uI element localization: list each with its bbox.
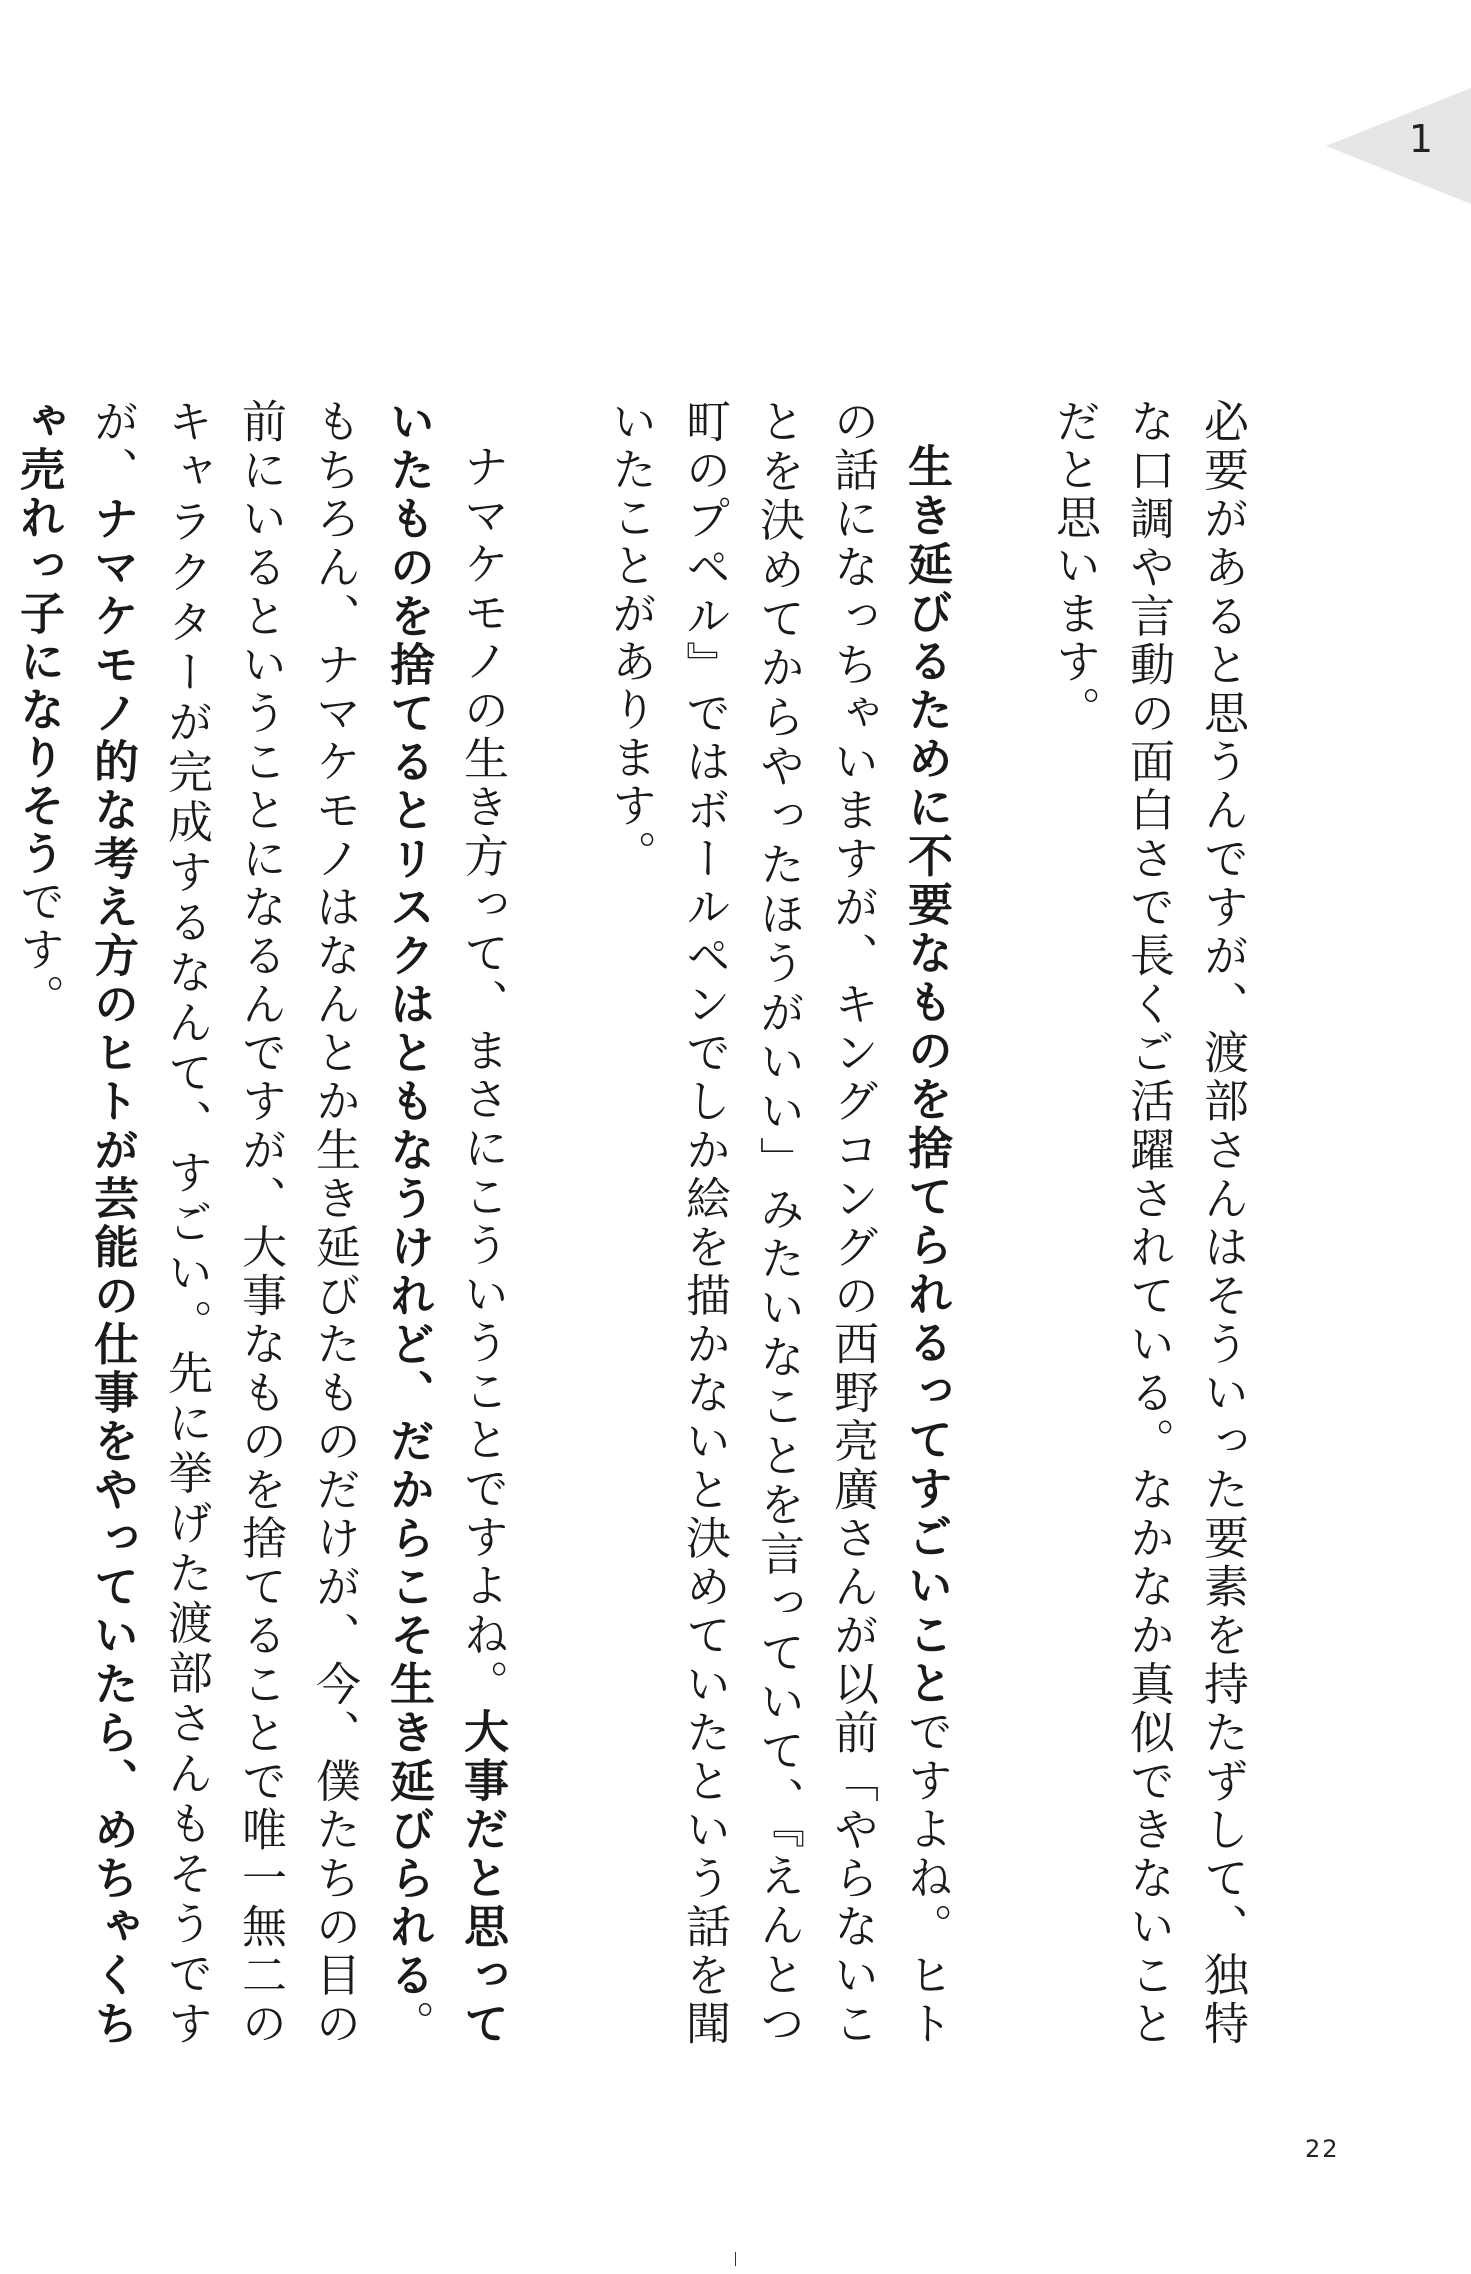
paragraph-gap <box>519 398 593 2048</box>
text-segment: ですよね。ヒトの話になっちゃいますが、キングコングの西野亮廣さんが以前「やらないことを決めてからやったほうがいい」みたいなことを言っていて、『えんとつ町のプペル』ではボールペンでしか絵を描かないと決めていたという話を聞いたことがあります。 <box>604 398 953 2049</box>
text-segment: です。 <box>12 878 65 1022</box>
emphasized-text: 生き延びるために不要なものを捨てられるってすごいこと <box>900 443 953 1709</box>
paragraph <box>1037 398 1259 2048</box>
page-number: 22 <box>1305 2135 1340 2163</box>
text-segment: 必要があると思うんですが、渡部さんはそういった要素を持たずして、独特な口調や言動の面白さで長くご活躍されている。なかなか真似できないことだと思います。 <box>1048 398 1249 2048</box>
paragraph <box>593 398 963 2048</box>
paragraph-gap <box>963 398 1037 2048</box>
emphasized-text: 大事だと思っていたものを捨てるとリスクはともなうけれど、だからこそ生き延びられる <box>382 398 509 2048</box>
chapter-tab-marker <box>1326 88 1471 204</box>
text-segment: 。もちろん、ナマケモノはなんとか生き延びたものだけが、今、僕たちの目の前にいるということになるんですが、大事なものを捨てることで唯一無二のキャラクターが完成するなんて、すごい。先に挙げた渡部さんもそうですが、 <box>86 398 435 2048</box>
center-crop-mark <box>735 2252 736 2266</box>
text-segment: ナマケモノの生き方って、まさにこういうことですよね。 <box>456 443 509 1709</box>
body-text <box>0 398 1259 2048</box>
paragraph <box>1 398 519 2048</box>
chapter-number: 1 <box>1408 117 1433 161</box>
emphasized-text: ナマケモノ的な考え方のヒトが芸能の仕事をやっていたら、めちゃくちゃ売れっ子になりそう <box>12 398 139 2049</box>
